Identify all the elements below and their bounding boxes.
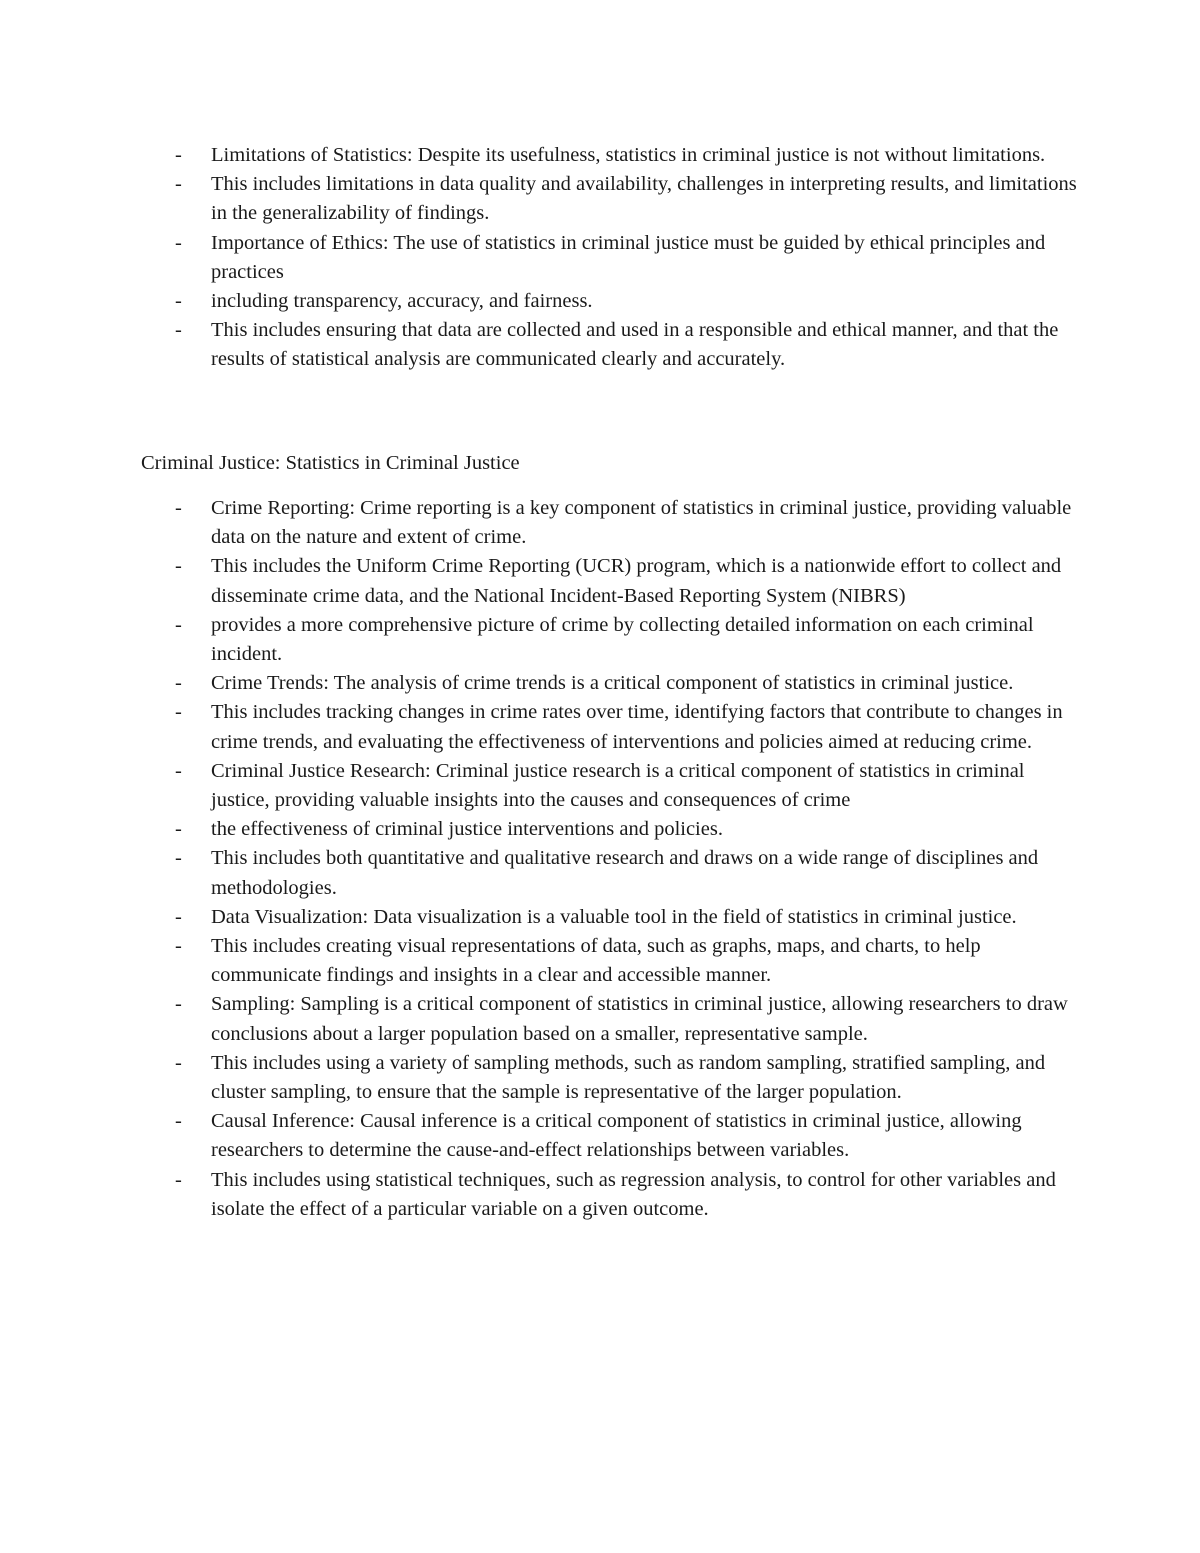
dash-bullet: - (175, 497, 182, 519)
list-item-text: Data Visualization: Data visualization is a valuable tool in the field of statistics in criminal justice. (211, 905, 1017, 928)
list-item-text: Limitations of Statistics: Despite its usefulness, statistics in criminal justice is not without limitations. (211, 144, 1046, 166)
list-item-text: This includes tracking changes in crime rates over time, identifying factors that contribute to changes in crime trends, and evaluating the effectiveness of interventions and policies aimed at reducing crime. (211, 701, 1063, 753)
dash-bullet: - (175, 613, 182, 636)
list-item-text: including transparency, accuracy, and fairness. (211, 290, 593, 313)
section-heading: Criminal Justice: Statistics in Criminal Justice (141, 452, 520, 474)
dash-bullet: - (175, 935, 182, 958)
list-item (0, 698, 1200, 756)
list-item (0, 316, 1200, 374)
list-item-text: This includes using statistical techniques, such as regression analysis, to control for other variables and isolate the effect of a particular variable on a given outcome. (211, 1168, 1056, 1220)
list-item-text: This includes ensuring that data are collected and used in a responsible and ethical manner, and that the results of statistical analysis are communicated clearly and accurately. (211, 319, 1059, 371)
dash-bullet: - (175, 701, 182, 724)
list-item-text: Importance of Ethics: The use of statistics in criminal justice must be guided by ethical principles and practices (211, 231, 1046, 283)
list-item-text: This includes using a variety of sampling methods, such as random sampling, stratified sampling, and cluster sampling, to ensure that the sample is representative of the larger population. (211, 1051, 1046, 1104)
list-item (0, 170, 1200, 228)
dash-bullet: - (175, 1110, 182, 1133)
dash-bullet: - (175, 818, 182, 841)
bullet-list-limitations (0, 141, 1200, 375)
dash-bullet: - (175, 1051, 182, 1074)
list-item-text: This includes both quantitative and qualitative research and draws on a wide range of disciplines and methodologies. (211, 847, 1039, 899)
list-item-text: This includes creating visual representations of data, such as graphs, maps, and charts, to help communicate findings and insights in a clear and accessible manner. (211, 935, 981, 987)
list-item-text: Crime Reporting: Crime reporting is a key component of statistics in criminal justice, providing valuable data on the nature and extent of crime. (211, 497, 1072, 549)
list-item (0, 932, 1200, 990)
list-item-text: provides a more comprehensive picture of crime by collecting detailed information on each criminal incident. (211, 613, 1034, 666)
list-item (0, 1049, 1200, 1107)
list-item (0, 494, 1200, 552)
dash-bullet: - (175, 847, 182, 870)
list-item (0, 757, 1200, 815)
list-item-text: Criminal Justice Research: Criminal justice research is a critical component of statistics in criminal justice, providing valuable insights into the causes and consequences of crime (211, 759, 1025, 812)
list-item (0, 141, 1200, 170)
dash-bullet: - (175, 290, 182, 313)
list-item (0, 552, 1200, 610)
dash-bullet: - (175, 759, 182, 782)
list-item (0, 229, 1200, 287)
dash-bullet: - (175, 555, 182, 578)
list-item-text: the effectiveness of criminal justice interventions and policies. (211, 818, 723, 841)
dash-bullet: - (175, 905, 182, 928)
list-item (0, 815, 1200, 844)
list-item (0, 669, 1200, 698)
list-item-text: Sampling: Sampling is a critical component of statistics in criminal justice, allowing researchers to draw conclusions about a larger population based on a smaller, representative sample. (211, 993, 1068, 1045)
list-item (0, 903, 1200, 932)
dash-bullet: - (175, 231, 182, 254)
dash-bullet: - (175, 1168, 182, 1191)
list-item-text: This includes limitations in data quality and availability, challenges in interpreting results, and limitations in the generalizability of findings. (211, 173, 1077, 225)
dash-bullet: - (175, 672, 182, 695)
dash-bullet: - (175, 173, 182, 196)
dash-bullet: - (175, 144, 182, 166)
list-item-text: Crime Trends: The analysis of crime trends is a critical component of statistics in criminal justice. (211, 672, 1014, 695)
list-item (0, 611, 1200, 669)
dash-bullet: - (175, 319, 182, 342)
list-item (0, 287, 1200, 316)
list-item (0, 1107, 1200, 1165)
list-item-text: Causal Inference: Causal inference is a critical component of statistics in criminal justice, allowing researchers to determine the cause-and-effect relationships between variables. (211, 1110, 1022, 1162)
list-item (0, 1166, 1200, 1224)
bullet-list-statistics (0, 494, 1200, 1224)
list-item (0, 990, 1200, 1048)
list-item-text: This includes the Uniform Crime Reporting (UCR) program, which is a nationwide effort to collect and disseminate crime data, and the National Incident-Based Reporting System (NIBRS) (211, 555, 1062, 607)
dash-bullet: - (175, 993, 182, 1016)
list-item (0, 844, 1200, 902)
